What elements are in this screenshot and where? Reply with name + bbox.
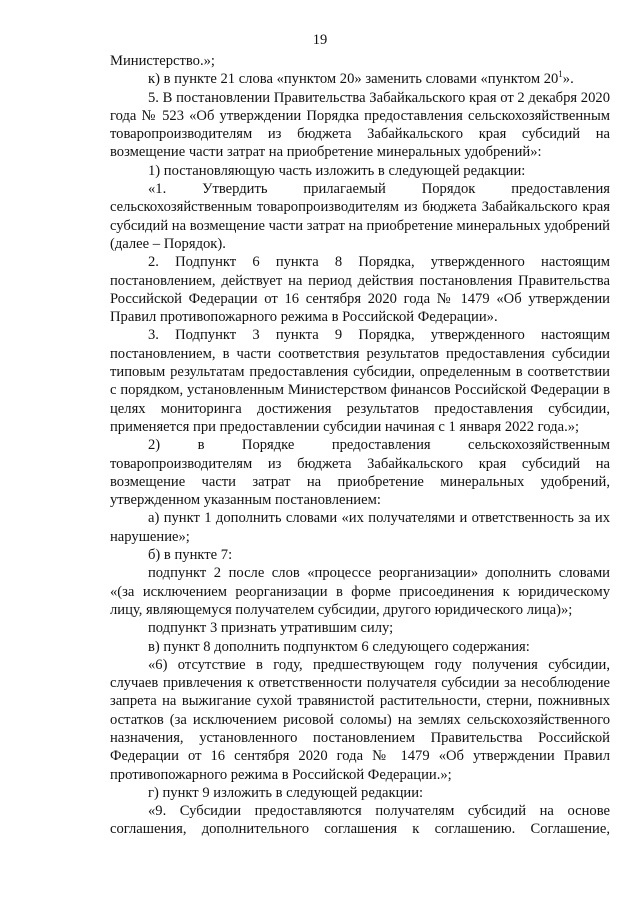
document-body (110, 52, 610, 839)
paragraph: «9. Субсидии предоставляются получателям субсидий на основе соглашения, дополнительного соглашения к соглашению. Соглашение, (110, 803, 610, 838)
paragraph: «6) отсутствие в году, предшествующем году получения субсидии, случаев привлечения к ответственности получателя субсидии за несоблюдение запрета на выжигание сухой травянистой растительности, стерни, пожнивных остатков (за исключением рисовой соломы) на землях сельскохозяйственного назначения, установленного постановлением Правительства Российской Федерации от 16 сентября 2020 года № 1479 «Об утверждении Правил противопожарного режима в Российской Федерации.»; (110, 656, 610, 783)
paragraph: 5. В постановлении Правительства Забайкальского края от 2 декабря 2020 года № 523 «Об утверждении Порядка предоставления сельскохозяйственным товаропроизводителям из бюджета Забайкальского края субсидий на возмещение части затрат на приобретение минеральных удобрений»: (110, 89, 610, 161)
paragraph: б) в пункте 7: (148, 547, 233, 564)
paragraph: 2. Подпункт 6 пункта 8 Порядка, утвержденного настоящим постановлением, действует на период действия постановления Правительства Российской Федерации от 16 сентября 2020 года № 1479 «Об утверждении Правил противопожарного режима в Российской Федерации». (110, 254, 610, 326)
paragraph: г) пункт 9 изложить в следующей редакции: (148, 784, 424, 801)
paragraph: 1) постановляющую часть изложить в следующей редакции: (148, 162, 526, 179)
page-number: 19 (312, 32, 328, 48)
superscript: 1 (558, 69, 563, 80)
paragraph: 2) в Порядке предоставления сельскохозяйственным товаропроизводителям из бюджета Забайкальского края субсидий на возмещение части затрат на приобретение минеральных удобрений, утвержденном указанным постановлением: (110, 437, 610, 509)
paragraph: подпункт 2 после слов «процессе реорганизации» дополнить словами «(за исключением реорганизации в форме присоединения к юридическому лицу, являющемуся получателем субсидии, другого юридического лица)»; (110, 565, 610, 618)
paragraph: а) пункт 1 дополнить словами «их получателями и ответственность за их нарушение»; (110, 510, 610, 545)
paragraph: «1. Утвердить прилагаемый Порядок предоставления сельскохозяйственным товаропроизводителям из бюджета Забайкальского края субсидий на возмещение части затрат на приобретение минеральных удобрений (далее – Порядок). (110, 181, 610, 252)
paragraph: Министерство.»; (110, 53, 215, 69)
paragraph: 3. Подпункт 3 пункта 9 Порядка, утвержденного настоящим постановлением, в части соответствия результатов предоставления субсидии типовым результатам предоставления субсидии, определенным в соответствии с порядком, установленным Министерством финансов Российской Федерации в целях мониторинга достижения результатов предоставления субсидии, применяется при предоставлении субсидии начиная с 1 января 2022 года.»; (110, 327, 610, 435)
paragraph: подпункт 3 признать утратившим силу; (148, 620, 394, 637)
paragraph: к) в пункте 21 слова «пунктом 20» заменить словами «пунктом $20^1$». (148, 69, 574, 88)
paragraph: в) пункт 8 дополнить подпунктом 6 следующего содержания: (148, 638, 530, 655)
